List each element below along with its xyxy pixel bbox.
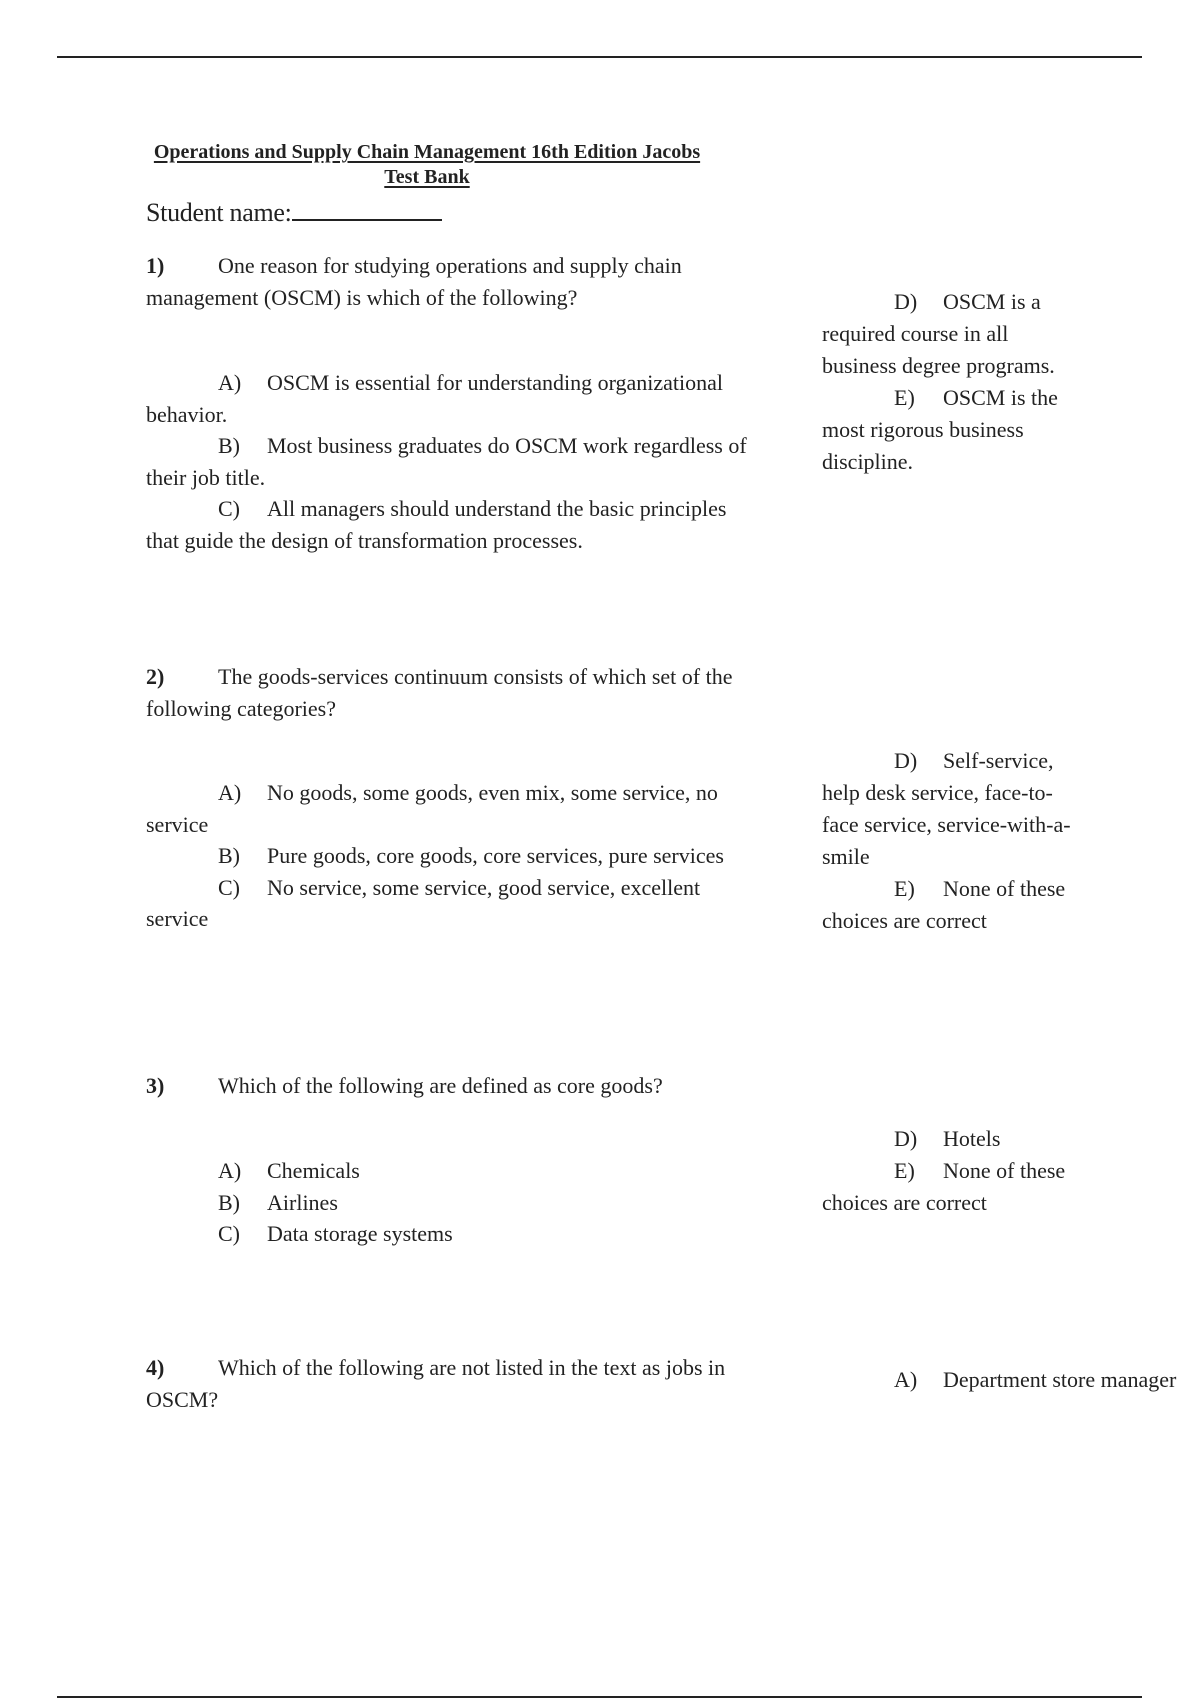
choice-c[interactable]: C) All managers should understand the basic principles that guide the design of transformation processes. — [146, 496, 727, 553]
question-1-choices-right — [822, 286, 1082, 478]
choice-e[interactable]: E) None of these choices are correct — [822, 876, 1066, 933]
question-3-choices-right — [822, 1123, 1082, 1219]
choice-d[interactable]: D) OSCM is a required course in all business degree programs. — [822, 289, 1055, 378]
question-3-choices-left — [146, 1155, 761, 1250]
document-title — [122, 140, 732, 190]
choice-b[interactable]: B) Most business graduates do OSCM work regardless of their job title. — [146, 433, 747, 490]
choice-c[interactable]: C) Data storage systems — [218, 1221, 453, 1246]
choice-a[interactable]: A) No goods, some goods, even mix, some service, no service — [146, 780, 718, 837]
student-name-label: Student name: — [146, 198, 292, 227]
question-4-stem — [146, 1352, 766, 1416]
student-name-blank[interactable] — [292, 197, 442, 221]
question-text: Which of the following are not listed in the text as jobs in OSCM? — [146, 1355, 726, 1412]
question-text: Which of the following are defined as core goods? — [218, 1073, 663, 1098]
choice-a[interactable]: A) Chemicals — [218, 1158, 360, 1183]
question-number: 4) — [146, 1355, 165, 1380]
question-number: 3) — [146, 1073, 165, 1098]
choice-b[interactable]: B) Airlines — [218, 1189, 338, 1215]
question-number: 2) — [146, 664, 165, 689]
question-1-choices-left — [146, 367, 761, 556]
choice-a[interactable]: A) OSCM is essential for understanding organizational behavior. — [146, 370, 724, 427]
choice-a[interactable]: A) Department store manager — [894, 1367, 1177, 1392]
choice-e[interactable]: E) None of these choices are correct — [822, 1158, 1066, 1215]
choice-e[interactable]: E) OSCM is the most rigorous business discipline. — [822, 385, 1058, 474]
question-4-choices-right — [822, 1364, 1182, 1396]
question-text: The goods-services continuum consists of which set of the following categories? — [146, 664, 733, 721]
top-rule — [57, 56, 1142, 58]
question-2-choices-left — [146, 777, 761, 935]
choice-c[interactable]: C) No service, some service, good service, excellent service — [146, 874, 701, 931]
title-line-2: Test Bank — [384, 166, 470, 188]
title-line-1: Operations and Supply Chain Management 16th Edition Jacobs — [153, 141, 701, 163]
question-1-stem — [146, 250, 766, 314]
choice-d[interactable]: D) Hotels — [894, 1126, 1001, 1151]
question-number: 1) — [146, 253, 165, 278]
student-name-field — [146, 197, 442, 229]
question-2-stem — [146, 661, 766, 725]
question-3-stem — [146, 1070, 766, 1102]
bottom-rule — [57, 1696, 1142, 1698]
question-2-choices-right — [822, 745, 1082, 937]
question-text: One reason for studying operations and supply chain management (OSCM) is which of the following? — [146, 253, 682, 310]
choice-d[interactable]: D) Self-service, help desk service, face-to-face service, service-with-a-smile — [822, 748, 1071, 869]
choice-b[interactable]: B) Pure goods, core goods, core services, pure services — [218, 843, 724, 868]
